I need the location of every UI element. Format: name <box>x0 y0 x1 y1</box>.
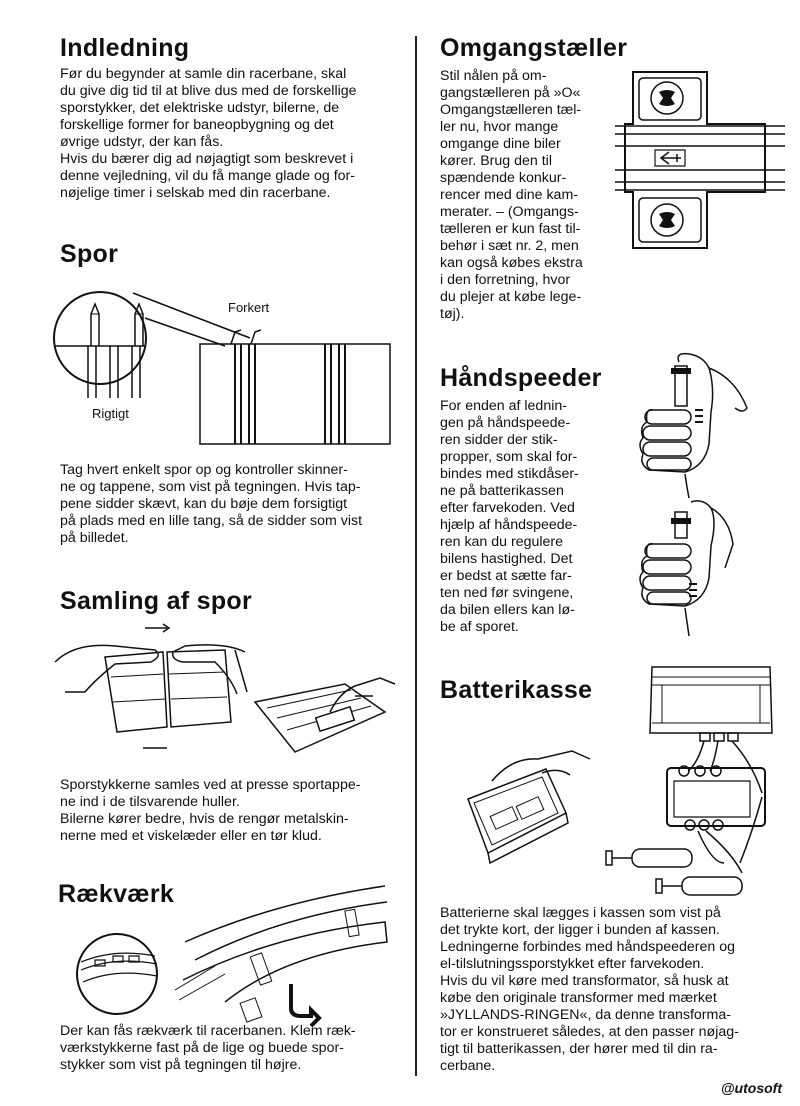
pin-left <box>91 304 99 346</box>
text-line: værkstykkerne fast på de lige og buede spor- <box>60 1040 344 1056</box>
text-line: Bilerne kører bedre, hvis de rengør metalskin- <box>60 811 349 827</box>
text-line: købe den originale transformer med mærket <box>440 990 717 1006</box>
text-line: ne på batterikassen <box>440 483 564 499</box>
text-line: omgange dine biler <box>440 136 561 152</box>
heading-spor: Spor <box>60 240 119 268</box>
text-line: ren sidder der stik- <box>440 432 558 448</box>
text-line: ne ind i de tilsvarende huller. <box>60 794 240 810</box>
heading-raekvaerk: Rækværk <box>58 880 175 908</box>
text-line: det trykte kort, der ligger i bunden af kassen. <box>440 922 720 938</box>
text-line: gen på håndspeede- <box>440 415 571 431</box>
omgang-text <box>440 68 610 323</box>
autosoft-logo: @utosoft <box>720 1080 782 1096</box>
text-line: cerbane. <box>440 1058 496 1074</box>
text-line: øvrige udstyr, der kan fås. <box>60 134 224 150</box>
text-line: Hvis du vil køre med transformator, så husk at <box>440 973 729 989</box>
battery-box-illustration <box>462 663 777 903</box>
text-line: Hvis du bærer dig ad nøjagtigt som beskrevet i <box>60 151 354 167</box>
counter-housing <box>625 72 765 248</box>
text-line: denne vejledning, vil du få mange glade og for- <box>60 168 355 184</box>
heading-omgangstaeller: Omgangstæller <box>440 34 628 62</box>
text-line: forskellige former for baneopbygning og det <box>60 117 334 133</box>
text-line: bilens hastighed. Det <box>440 551 573 567</box>
hand-speeder-illustration <box>625 348 765 638</box>
bent-pin <box>231 330 241 344</box>
text-line: da bilen ellers kan lø- <box>440 602 575 618</box>
text-line: Stil nålen på om- <box>440 68 547 84</box>
column-divider <box>415 36 417 1076</box>
text-line: ren kan du regulere <box>440 534 564 550</box>
text-line: sporstykker, det elektriske udstyr, bilerne, de <box>60 100 340 116</box>
direction-arrow-icon <box>661 152 681 164</box>
controllers <box>606 849 742 895</box>
hand-cleaning <box>330 678 395 712</box>
text-line: kan også købes ekstra <box>440 255 583 271</box>
text-line: i den forretning, hvor <box>440 272 571 288</box>
text-line: rencer med dine kam- <box>440 187 578 203</box>
text-line: ler nu, hvor mange <box>440 119 559 135</box>
text-line: nerne med et viskelæder eller en tør klud. <box>60 828 322 844</box>
text-line: du plejer at købe lege- <box>440 289 582 305</box>
text-line: merater. – (Omgangs- <box>440 204 579 220</box>
railing-illustration <box>75 882 395 1022</box>
text-line: gangstælleren på »O« <box>440 85 581 101</box>
heading-batterikasse: Batterikasse <box>440 676 593 704</box>
text-line: ne og tappene, som vist på tegningen. Hvis tap- <box>60 479 361 495</box>
text-line: be af sporet. <box>440 619 519 635</box>
text-line: efter farvekoden. Ved <box>440 500 575 516</box>
bent-pin <box>251 330 261 344</box>
raekvaerk-text <box>60 1023 400 1074</box>
lap-counter-illustration <box>615 70 785 252</box>
heading-haandspeeder: Håndspeeder <box>440 364 602 392</box>
text-line: propper, som skal for- <box>440 449 578 465</box>
text-line: Der kan fås rækværk til racerbanen. Klem ræk- <box>60 1023 356 1039</box>
text-line: stykker som vist på tegningen til højre. <box>60 1057 302 1073</box>
text-line: Omgangstælleren tæl- <box>440 102 582 118</box>
text-line: nøjelige timer i selskab med din racerbane. <box>60 185 331 201</box>
text-line: Batterierne skal lægges i kassen som vist på <box>440 905 721 921</box>
heading-indledning: Indledning <box>60 34 190 62</box>
track-assembly-illustration <box>55 622 395 762</box>
text-line: kører. Brug den til <box>440 153 552 169</box>
text-line: tigt til batterikassen, der hører med til din ra- <box>440 1041 718 1057</box>
intro-text <box>60 66 400 202</box>
text-line: ten ned før svingene, <box>440 585 574 601</box>
text-line: Ledningerne forbindes med håndspeederen og <box>440 939 736 955</box>
text-line: »JYLLANDS-RINGEN«, da denne transforma- <box>440 1007 731 1023</box>
text-line: hjælp af håndspeede- <box>440 517 578 533</box>
text-line: behør i sæt nr. 2, men <box>440 238 579 254</box>
text-line: tøj). <box>440 306 465 322</box>
text-line: er bedst at sætte far- <box>440 568 572 584</box>
text-line: tor er konstrueret således, at den passer nøjag- <box>440 1024 739 1040</box>
label-rigtigt: Rigtigt <box>92 406 129 421</box>
text-line: bindes med stikdåser- <box>440 466 579 482</box>
text-line: Før du begynder at samle din racerbane, skal <box>60 66 347 82</box>
battery-case-open <box>468 769 566 853</box>
samling-text <box>60 777 400 845</box>
text-line: du give dig tid til at blive dus med de forskellige <box>60 83 357 99</box>
text-line: tælleren er kun fast til- <box>440 221 581 237</box>
label-forkert: Forkert <box>228 300 270 315</box>
batteri-text <box>440 905 780 1075</box>
spor-text <box>60 462 400 547</box>
hand-battery <box>492 751 590 781</box>
heading-samling: Samling af spor <box>60 587 253 615</box>
text-line: spændende konkur- <box>440 170 567 186</box>
text-line: Tag hvert enkelt spor op og kontroller skinner- <box>60 462 348 478</box>
clip-arrow-icon <box>291 984 319 1026</box>
text-line: på billedet. <box>60 530 129 546</box>
pin-right <box>135 304 143 346</box>
text-line: Sporstykkerne samles ved at presse sportappe- <box>60 777 361 793</box>
hand-right <box>173 645 245 694</box>
haandspeeder-text <box>440 398 615 636</box>
text-line: på plads med en lille tang, så de sidder som vist <box>60 513 363 529</box>
text-line: pene sidder skævt, kan du bøje dem forsigtigt <box>60 496 348 512</box>
text-line: el-tilslutningssporstykket efter farvekoden. <box>440 956 705 972</box>
text-line: For enden af lednin- <box>440 398 567 414</box>
track-end <box>200 344 390 444</box>
